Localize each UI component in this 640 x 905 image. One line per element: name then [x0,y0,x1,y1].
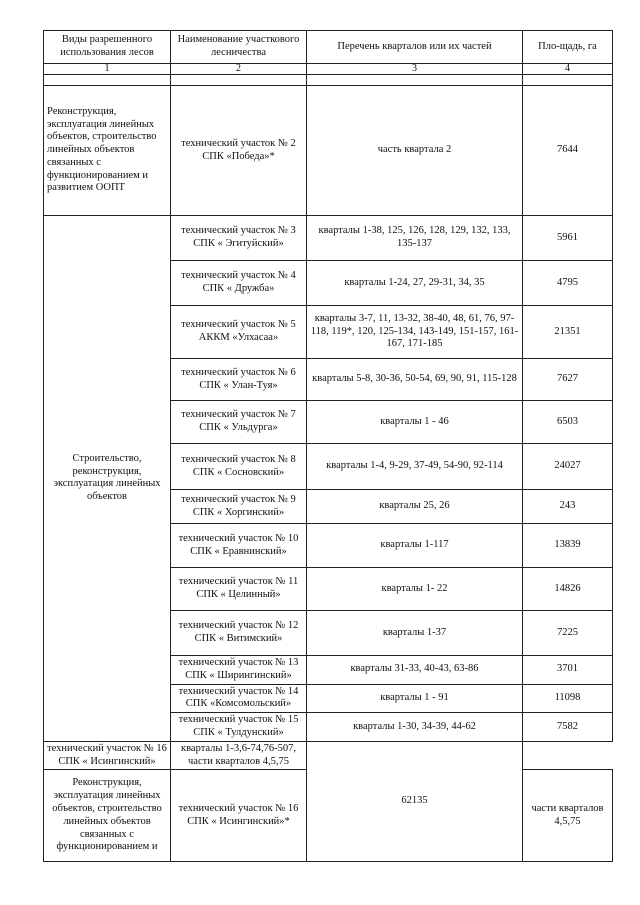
district-cell: технический участок № 11 СПК « Целинный» [171,568,307,611]
district-cell: технический участок № 14 СПК «Комсомольский» [171,684,307,713]
district-cell: технический участок № 7 СПК « Ульдурга» [171,401,307,444]
area-cell: 4795 [523,261,613,306]
district-cell: технический участок № 5 АККМ «Улхасаа» [171,306,307,359]
area-cell: 7582 [523,713,613,742]
quarters-cell: части кварталов 4,5,75 [523,770,613,862]
forest-use-table [43,30,613,862]
quarters-cell: кварталы 1-37 [307,611,523,656]
area-cell: 24027 [523,444,613,490]
header-quarters: Перечень кварталов или их частей [307,31,523,64]
area-cell: 243 [523,490,613,524]
quarters-cell: кварталы 1-3,6-74,76-507, части кварталов 4,5,75 [171,741,307,770]
quarters-cell: кварталы 1 - 91 [307,684,523,713]
header-area: Пло-щадь, га [523,31,613,64]
area-cell: 14826 [523,568,613,611]
district-cell: технический участок № 12 СПК « Витимский» [171,611,307,656]
district-cell: технический участок № 16 СПК « Исингинский»* [171,770,307,862]
area-cell: 13839 [523,524,613,568]
quarters-cell: кварталы 1-117 [307,524,523,568]
quarters-cell: кварталы 5-8, 30-36, 50-54, 69, 90, 91, 115-128 [307,359,523,401]
area-cell: 6503 [523,401,613,444]
quarters-cell: кварталы 1-4, 9-29, 37-49, 54-90, 92-114 [307,444,523,490]
area-cell: 7627 [523,359,613,401]
district-cell: технический участок № 8 СПК « Сосновский» [171,444,307,490]
district-cell: технический участок № 2 СПК «Победа»* [171,86,307,216]
quarters-cell: кварталы 3-7, 11, 13-32, 38-40, 48, 61, 76, 97- 118, 119*, 120, 125-134, 143-149, 151-157, 161-167, 171-185 [307,306,523,359]
district-cell: технический участок № 3 СПК « Эгитуйский» [171,216,307,261]
district-cell: технический участок № 6 СПК « Улан-Туя» [171,359,307,401]
district-cell: технический участок № 13 СПК « Ширингинский» [171,656,307,685]
column-number-row [44,64,613,75]
area-cell: 5961 [523,216,613,261]
table-header-row [44,31,613,64]
column-number: 2 [171,64,307,75]
area-cell: 3701 [523,656,613,685]
use-type-cell: Реконструкция, эксплуатация линейных объектов, строительство линейных объектов связанных с функционированием и [44,770,171,862]
area-cell: 62135 [307,741,523,862]
quarters-cell: кварталы 31-33, 40-43, 63-86 [307,656,523,685]
area-cell: 21351 [523,306,613,359]
quarters-cell: кварталы 1 - 46 [307,401,523,444]
area-cell: 11098 [523,684,613,713]
table-row [44,741,613,770]
column-number: 4 [523,64,613,75]
header-district: Наименование участкового лесничества [171,31,307,64]
district-cell: технический участок № 9 СПК « Хоргинский» [171,490,307,524]
use-type-cell: Реконструкция, эксплуатация линейных объектов, строительство линейных объектов связанных с функционированием и развитием ООПТ [44,86,171,216]
column-number: 1 [44,64,171,75]
district-cell: технический участок № 10 СПК « Еравнинский» [171,524,307,568]
table-row [44,86,613,216]
area-cell: 7225 [523,611,613,656]
district-cell: технический участок № 15 СПК « Тулдунский» [171,713,307,742]
use-type-cell: Строительство, реконструкция, эксплуатация линейных объектов [44,216,171,742]
quarters-cell: часть квартала 2 [307,86,523,216]
district-cell: технический участок № 16 СПК « Исингинский» [44,741,171,770]
quarters-cell: кварталы 25, 26 [307,490,523,524]
quarters-cell: кварталы 1-24, 27, 29-31, 34, 35 [307,261,523,306]
district-cell: технический участок № 4 СПК « Дружба» [171,261,307,306]
header-use-type: Виды разрешенного использования лесов [44,31,171,64]
table-row [44,216,613,261]
column-number: 3 [307,64,523,75]
spacer-row [44,75,613,86]
area-cell: 7644 [523,86,613,216]
quarters-cell: кварталы 1-30, 34-39, 44-62 [307,713,523,742]
quarters-cell: кварталы 1- 22 [307,568,523,611]
quarters-cell: кварталы 1-38, 125, 126, 128, 129, 132, 133, 135-137 [307,216,523,261]
